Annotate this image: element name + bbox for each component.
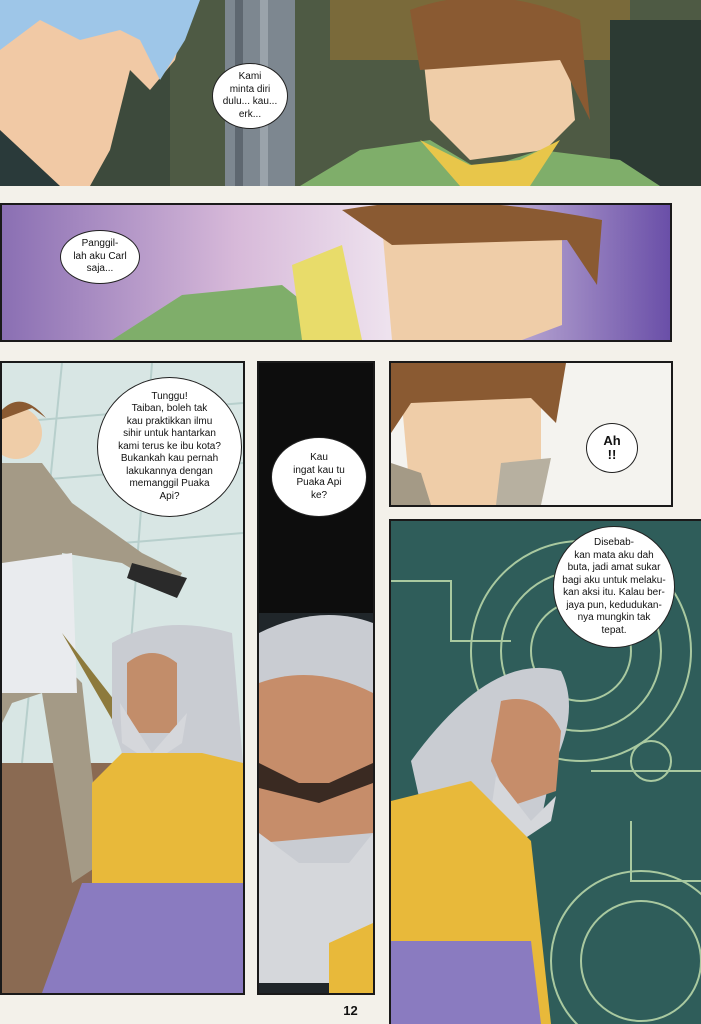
panel-3 (0, 361, 245, 995)
panel-2 (0, 203, 672, 342)
panel-1-art (0, 0, 701, 186)
speech-bubble: Kami minta diri dulu... kau... erk... (212, 63, 288, 129)
speech-bubble: Disebab- kan mata aku dah buta, jadi amat sukar bagi aku untuk melaku- kan aksi itu. Kalau ber- jaya pun, kedudukan- nya mungkin tak tepat. (553, 526, 675, 648)
speech-bubble: Kau ingat kau tu Puaka Api ke? (271, 437, 367, 517)
panel-4 (257, 361, 375, 995)
speech-bubble: Ah !! (586, 423, 638, 473)
speech-bubble: Tunggu! Taiban, boleh tak kau praktikkan ilmu sihir untuk hantarkan kami terus ke ibu kota? Bukankah kau pernah lakukannya dengan memanggil Puaka Api? (97, 377, 242, 517)
panel-1 (0, 0, 701, 186)
panel-5 (389, 361, 673, 507)
page-number: 12 (343, 1003, 358, 1018)
panel-6 (389, 519, 701, 1024)
speech-bubble: Panggil- lah aku Carl saja... (60, 230, 140, 284)
